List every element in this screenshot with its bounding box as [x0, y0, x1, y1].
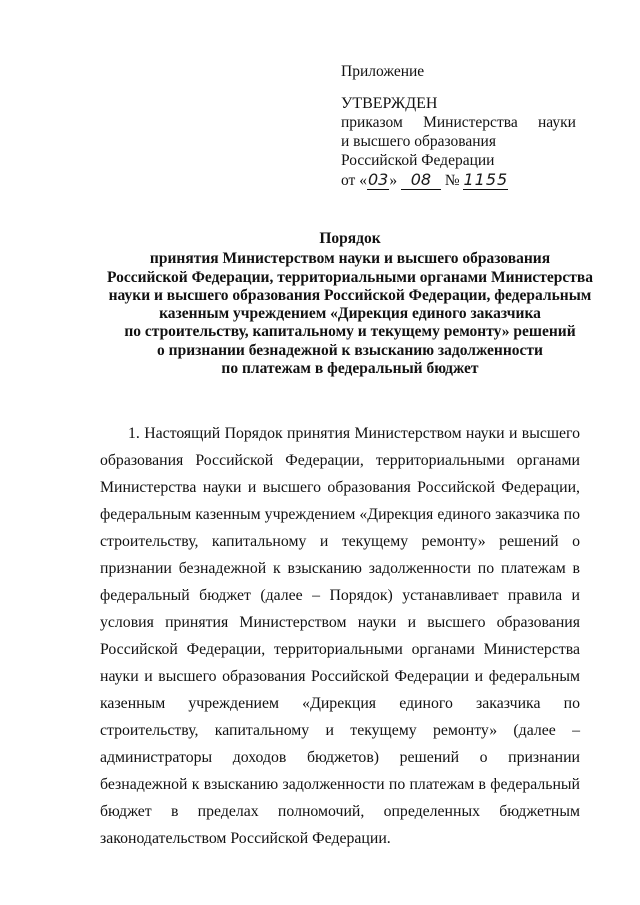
handwritten-day: 03: [367, 170, 389, 189]
order-word: Министерства: [423, 114, 518, 131]
order-date-number-line: [341, 170, 576, 190]
title-line: науки и высшего образования Российской Федерации, федеральным: [108, 286, 592, 304]
order-line: [341, 113, 576, 132]
title-line: казенным учреждением «Дирекция единого заказчика: [159, 305, 541, 323]
order-word: науки: [538, 114, 576, 131]
annex-label: Приложение: [341, 63, 425, 80]
date-prefix: от «: [341, 172, 367, 189]
ministry-line: и высшего образования: [341, 133, 496, 150]
title-line: о признании безнадежной к взысканию задолженности: [157, 341, 543, 359]
document-body: [100, 420, 580, 852]
approval-block: [341, 62, 576, 190]
document-title: [90, 230, 610, 378]
date-mid: »: [389, 172, 398, 189]
order-word: приказом: [341, 114, 403, 131]
handwritten-order-number: 1155: [463, 170, 509, 189]
title-line: принятия Министерством науки и высшего образования: [149, 250, 551, 268]
number-sign: №: [444, 172, 460, 189]
handwritten-month: 08: [401, 170, 441, 190]
title-line: Российской Федерации, территориальными органами Министерства: [106, 268, 594, 286]
federation-line: Российской Федерации: [341, 152, 495, 169]
paragraph-1: 1. Настоящий Порядок принятия Министерством науки и высшего образования Российской Федерации, территориальными органами Министерства науки и высшего образования Российской Федерации, федеральным казенным учреждением «Дирекция единого заказчика по строительству, капитальному и текущему ремонту» решений о признании безнадежной к взысканию задолженности по платежам в федеральный бюджет (далее – Порядок) устанавливает правила и условия принятия Министерством науки и высшего образования Российской Федерации, территориальными органами Министерства науки и высшего образования Российской Федерации и федеральным казенным учреждением «Дирекция единого заказчика по строительству, капитальному и текущему ремонту» (далее – администраторы доходов бюджетов) решений о признании безнадежной к взысканию задолженности по платежам в федеральный бюджет в пределах полномочий, определенных бюджетным законодательством Российской Федерации.: [100, 425, 580, 847]
title-line: по строительству, капитальному и текущему ремонту» решений: [124, 323, 576, 341]
title-line: по платежам в федеральный бюджет: [221, 360, 479, 378]
title-heading: Порядок: [319, 230, 381, 247]
approved-stamp-label: УТВЕРЖДЕН: [341, 95, 438, 112]
